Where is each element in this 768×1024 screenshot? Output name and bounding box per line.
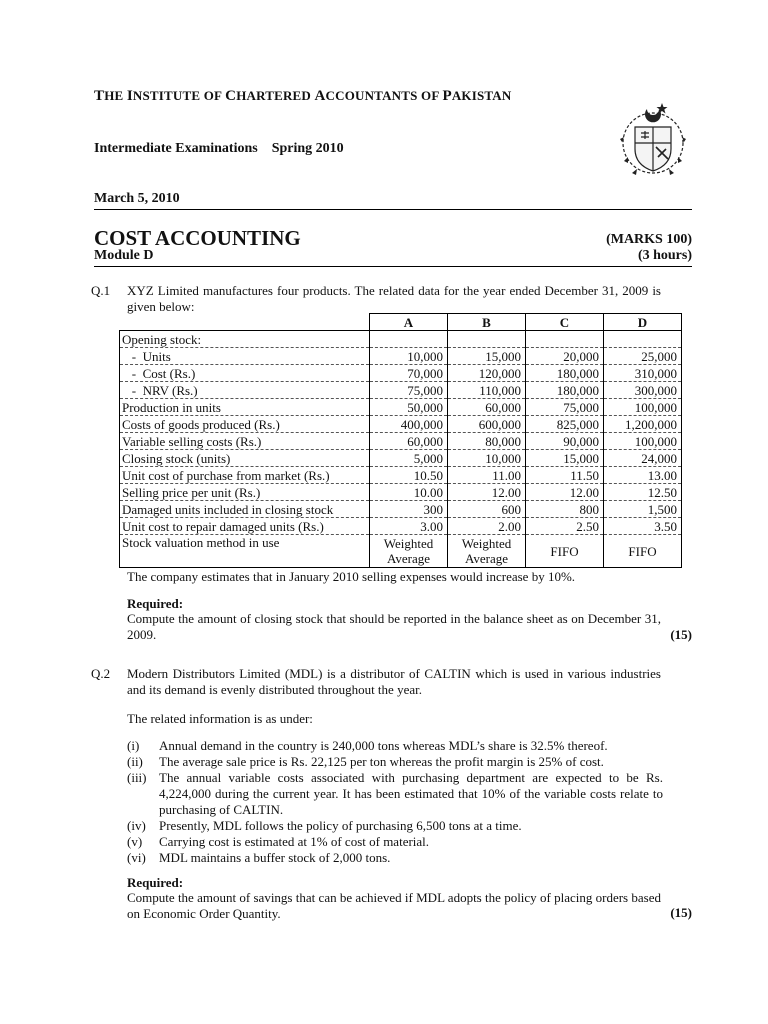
q1-required-label: Required: bbox=[127, 596, 184, 611]
item-number: (v) bbox=[127, 834, 143, 849]
table-cell: 120,000 bbox=[448, 365, 526, 382]
table-cell: 12.00 bbox=[448, 484, 526, 501]
table-cell: 11.50 bbox=[526, 467, 604, 484]
table-cell: 825,000 bbox=[526, 416, 604, 433]
item-text: Annual demand in the country is 240,000 tons whereas MDL’s share is 32.5% thereof. bbox=[159, 738, 608, 753]
table-cell: 11.00 bbox=[448, 467, 526, 484]
column-header: B bbox=[448, 314, 526, 331]
table-cell: 300,000 bbox=[604, 382, 682, 399]
inst-w5: PAKISTAN bbox=[442, 88, 512, 104]
column-header: D bbox=[604, 314, 682, 331]
table-cell: 310,000 bbox=[604, 365, 682, 382]
table-cell: 10.50 bbox=[370, 467, 448, 484]
table-cell: 10,000 bbox=[370, 348, 448, 365]
row-label: - NRV (Rs.) bbox=[120, 382, 370, 399]
table-row bbox=[120, 365, 682, 382]
row-label: Damaged units included in closing stock bbox=[120, 501, 370, 518]
table-header-blank bbox=[120, 314, 370, 331]
table-cell: 600,000 bbox=[448, 416, 526, 433]
row-label: Selling price per unit (Rs.) bbox=[120, 484, 370, 501]
table-cell: 300 bbox=[370, 501, 448, 518]
table-cell: 75,000 bbox=[526, 399, 604, 416]
table-cell: 13.00 bbox=[604, 467, 682, 484]
table-cell: 24,000 bbox=[604, 450, 682, 467]
q1-required-text: Compute the amount of closing stock that should be reported in the balance sheet as on December 31, 2009. bbox=[127, 611, 661, 642]
table-cell bbox=[604, 331, 682, 348]
inst-w3: CHARTERED bbox=[225, 88, 315, 104]
table-cell: 20,000 bbox=[526, 348, 604, 365]
q2-info-line: The related information is as under: bbox=[127, 711, 313, 726]
table-cell: 3.00 bbox=[370, 518, 448, 535]
row-label: - Cost (Rs.) bbox=[120, 365, 370, 382]
list-item bbox=[127, 770, 663, 818]
item-number: (iv) bbox=[127, 818, 146, 833]
table-row bbox=[120, 484, 682, 501]
row-label: Unit cost of purchase from market (Rs.) bbox=[120, 467, 370, 484]
inst-w2: INSTITUTE OF bbox=[126, 88, 226, 104]
list-item bbox=[127, 850, 663, 866]
inst-w4: ACCOUNTANTS OF bbox=[314, 88, 443, 104]
table-cell: 60,000 bbox=[370, 433, 448, 450]
table-row bbox=[120, 416, 682, 433]
item-text: The average sale price is Rs. 22,125 per ton whereas the profit margin is 25% of cost. bbox=[159, 754, 604, 769]
table-cell: 60,000 bbox=[448, 399, 526, 416]
row-label: Costs of goods produced (Rs.) bbox=[120, 416, 370, 433]
paper-title: COST ACCOUNTING bbox=[94, 226, 301, 250]
table-cell: 10.00 bbox=[370, 484, 448, 501]
list-item bbox=[127, 818, 663, 834]
divider bbox=[94, 266, 692, 267]
question-number: Q.1 bbox=[91, 283, 111, 298]
row-label: Closing stock (units) bbox=[120, 450, 370, 467]
exam-date: March 5, 2010 bbox=[94, 191, 180, 206]
item-number: (i) bbox=[127, 738, 140, 753]
table-cell: Weighted Average bbox=[370, 535, 448, 568]
table-row bbox=[120, 331, 682, 348]
exam-name: Intermediate Examinations bbox=[94, 141, 258, 156]
q2-required-label: Required: bbox=[127, 875, 184, 890]
table-row bbox=[120, 535, 682, 568]
table-cell: 75,000 bbox=[370, 382, 448, 399]
row-label: Production in units bbox=[120, 399, 370, 416]
module-label: Module D bbox=[94, 248, 154, 263]
table-cell: 110,000 bbox=[448, 382, 526, 399]
column-header: C bbox=[526, 314, 604, 331]
q1-data-table bbox=[119, 313, 682, 568]
item-text: MDL maintains a buffer stock of 2,000 tons. bbox=[159, 850, 391, 865]
table-cell: 180,000 bbox=[526, 365, 604, 382]
q2-required-text: Compute the amount of savings that can be achieved if MDL adopts the policy of placing orders based on Economic Order Quantity. bbox=[127, 890, 661, 921]
table-cell: 80,000 bbox=[448, 433, 526, 450]
table-row bbox=[120, 501, 682, 518]
table-cell: 400,000 bbox=[370, 416, 448, 433]
table-cell: FIFO bbox=[526, 535, 604, 568]
q1-note: The company estimates that in January 2010 selling expenses would increase by 10%. bbox=[127, 569, 576, 584]
table-cell: 12.50 bbox=[604, 484, 682, 501]
item-number: (iii) bbox=[127, 770, 147, 785]
table-cell: 600 bbox=[448, 501, 526, 518]
table-cell: FIFO bbox=[604, 535, 682, 568]
item-text: Presently, MDL follows the policy of purchasing 6,500 tons at a time. bbox=[159, 818, 522, 833]
exam-session: Spring 2010 bbox=[271, 141, 344, 156]
table-row bbox=[120, 450, 682, 467]
table-cell: 15,000 bbox=[448, 348, 526, 365]
table-cell: 25,000 bbox=[604, 348, 682, 365]
table-row bbox=[120, 399, 682, 416]
q1-marks: (15) bbox=[670, 627, 692, 642]
duration: (3 hours) bbox=[637, 248, 692, 263]
row-label: Stock valuation method in use bbox=[120, 535, 370, 568]
list-item bbox=[127, 754, 663, 770]
exam-line bbox=[94, 141, 344, 157]
list-item bbox=[127, 834, 663, 850]
question-number: Q.2 bbox=[91, 666, 111, 681]
table-header-row bbox=[120, 314, 682, 331]
institute-crest-icon bbox=[612, 99, 694, 181]
row-label: Unit cost to repair damaged units (Rs.) bbox=[120, 518, 370, 535]
table-cell: 12.00 bbox=[526, 484, 604, 501]
table-cell: 5,000 bbox=[370, 450, 448, 467]
table-cell: 15,000 bbox=[526, 450, 604, 467]
q2-marks: (15) bbox=[670, 905, 692, 920]
table-cell: 2.00 bbox=[448, 518, 526, 535]
table-cell bbox=[448, 331, 526, 348]
item-number: (ii) bbox=[127, 754, 143, 769]
q1-intro: XYZ Limited manufactures four products. The related data for the year ended December 31, 2009 is given below: bbox=[127, 283, 661, 314]
item-number: (vi) bbox=[127, 850, 146, 865]
q2-intro: Modern Distributors Limited (MDL) is a distributor of CALTIN which is used in various industries and its demand is evenly distributed throughout the year. bbox=[127, 666, 661, 697]
table-cell: 50,000 bbox=[370, 399, 448, 416]
table-row bbox=[120, 467, 682, 484]
total-marks: (MARKS 100) bbox=[606, 232, 692, 247]
divider bbox=[94, 209, 692, 210]
table-cell: 1,500 bbox=[604, 501, 682, 518]
item-text: Carrying cost is estimated at 1% of cost of material. bbox=[159, 834, 430, 849]
row-label: Variable selling costs (Rs.) bbox=[120, 433, 370, 450]
row-label: Opening stock: bbox=[120, 331, 370, 348]
table-row bbox=[120, 348, 682, 365]
table-cell: 100,000 bbox=[604, 433, 682, 450]
table-cell: 70,000 bbox=[370, 365, 448, 382]
table-row bbox=[120, 382, 682, 399]
table-cell: 2.50 bbox=[526, 518, 604, 535]
list-item bbox=[127, 738, 663, 754]
column-header: A bbox=[370, 314, 448, 331]
table-row bbox=[120, 518, 682, 535]
table-cell bbox=[370, 331, 448, 348]
table-cell bbox=[526, 331, 604, 348]
table-cell: 10,000 bbox=[448, 450, 526, 467]
inst-w1: THE bbox=[94, 88, 127, 104]
q2-item-list bbox=[127, 738, 663, 866]
table-cell: Weighted Average bbox=[448, 535, 526, 568]
item-text: The annual variable costs associated with purchasing department are expected to be Rs. 4,224,000 during the current year. It has been estimated that 10% of the variable costs relate to purchasing of CALTIN. bbox=[159, 770, 663, 817]
table-row bbox=[120, 433, 682, 450]
table-cell: 3.50 bbox=[604, 518, 682, 535]
row-label: - Units bbox=[120, 348, 370, 365]
institute-name bbox=[94, 88, 511, 105]
table-cell: 1,200,000 bbox=[604, 416, 682, 433]
table-cell: 800 bbox=[526, 501, 604, 518]
table-cell: 180,000 bbox=[526, 382, 604, 399]
table-cell: 90,000 bbox=[526, 433, 604, 450]
table-cell: 100,000 bbox=[604, 399, 682, 416]
